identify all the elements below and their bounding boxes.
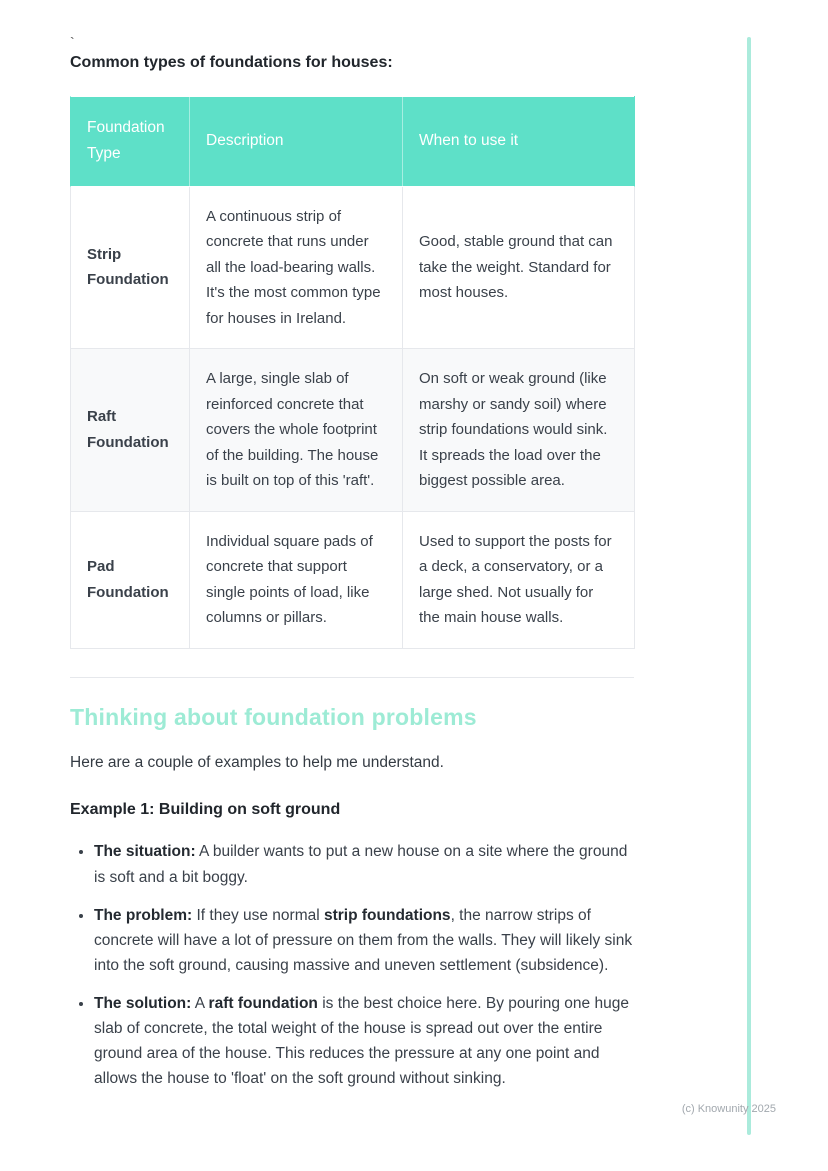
cell-when-to-use: On soft or weak ground (like marshy or sandy soil) where strip foundations would sink. It spreads the load over the biggest possible area. bbox=[403, 349, 635, 512]
list-item bbox=[94, 839, 634, 889]
section-divider bbox=[70, 677, 634, 678]
cell-description: Individual square pads of concrete that support single points of load, like columns or pillars. bbox=[190, 511, 403, 648]
column-header-description: Description bbox=[190, 97, 403, 187]
cell-description: A continuous strip of concrete that runs under all the load-bearing walls. It's the most common type for houses in Ireland. bbox=[190, 186, 403, 349]
watermark-text: (c) Knowunity 2025 bbox=[681, 1103, 776, 1115]
table-row bbox=[71, 186, 635, 349]
list-item bbox=[94, 991, 634, 1091]
document-content bbox=[0, 54, 828, 1091]
cell-foundation-type: Pad Foundation bbox=[71, 511, 190, 648]
cell-foundation-type: Raft Foundation bbox=[71, 349, 190, 512]
table-header-row bbox=[71, 97, 635, 187]
cell-when-to-use: Good, stable ground that can take the weight. Standard for most houses. bbox=[403, 186, 635, 349]
cell-foundation-type: Strip Foundation bbox=[71, 186, 190, 349]
bullet-text: A builder wants to put a new house on a site where the ground is soft and a bit boggy. bbox=[94, 843, 628, 886]
list-item bbox=[94, 903, 634, 978]
bullet-text: is the best choice here. By pouring one huge slab of concrete, the total weight of the house is spread out over the entire ground area of the house. This reduces the pressure at any one point and allows the house to 'float' on the soft ground without sinking. bbox=[94, 995, 629, 1088]
bullet-text: If they use normal bbox=[192, 906, 324, 924]
example-bullet-list bbox=[70, 839, 634, 1091]
intro-heading: Common types of foundations for houses: bbox=[70, 54, 393, 71]
table-row bbox=[71, 349, 635, 512]
table-row bbox=[71, 511, 635, 648]
bullet-text: , the narrow strips of concrete will have a lot of pressure on them from the walls. They will likely sink into the soft ground, causing massive and uneven settlement (subsidence). bbox=[94, 906, 633, 974]
foundations-table bbox=[70, 96, 635, 649]
cell-description: A large, single slab of reinforced concrete that covers the whole footprint of the building. The house is built on top of this 'raft'. bbox=[190, 349, 403, 512]
page-edge-bar bbox=[747, 37, 751, 1135]
stray-character: ` bbox=[70, 34, 75, 50]
column-header-when-to-use: When to use it bbox=[403, 97, 635, 187]
bullet-lead: The problem: bbox=[94, 906, 193, 924]
bullet-bold-term: strip foundations bbox=[323, 906, 451, 924]
section-intro-text: Here are a couple of examples to help me understand. bbox=[70, 753, 444, 771]
bullet-text: A bbox=[191, 995, 209, 1013]
bullet-lead: The situation: bbox=[94, 843, 196, 861]
section-title: Thinking about foundation problems bbox=[70, 703, 477, 730]
example-heading: Example 1: Building on soft ground bbox=[70, 801, 341, 819]
column-header-foundation-type: Foundation Type bbox=[71, 97, 190, 187]
cell-when-to-use: Used to support the posts for a deck, a conservatory, or a large shed. Not usually for the main house walls. bbox=[403, 511, 635, 648]
bullet-lead: The solution: bbox=[94, 995, 192, 1013]
bullet-bold-term: raft foundation bbox=[208, 995, 318, 1013]
